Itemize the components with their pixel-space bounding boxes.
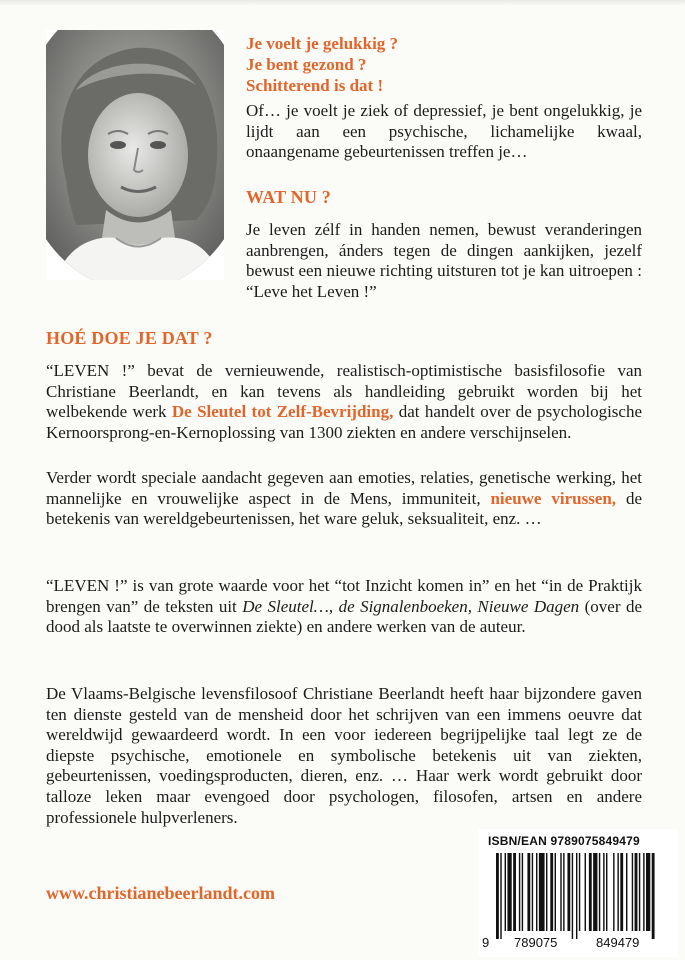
barcode-bar [519,853,520,931]
barcode-bar [496,853,499,939]
isbn-digits-right: 849479 [596,935,640,950]
barcode-bar [505,853,506,931]
hoe-p2-text-b: de betekenis van wereldgebeurtenissen, het ware geluk, seksualiteit, enz. … [46,488,642,529]
barcode-bar [589,853,592,931]
barcode-bar [603,853,604,931]
barcode-bar [606,853,607,931]
barcode-bar [507,853,511,931]
isbn-label: ISBN/EAN 9789075849479 [488,834,640,848]
wat-nu-heading: WAT NU ? [246,187,331,207]
waarde-text-a: “LEVEN !” is van grote waarde voor het “tot Inzicht komen in” en het “in de Praktijk brengen van” de teksten uit [46,576,642,616]
barcode-bar [632,853,633,931]
website-url[interactable]: www.christianebeerlandt.com [46,883,275,903]
hoe-paragraph-2 [46,468,642,530]
hoe-paragraph-1 [46,361,642,443]
barcode-bar [522,853,523,931]
tagline-line-1: Je voelt je gelukkig ? [246,34,399,53]
barcode-bar [572,853,573,939]
isbn-digit-first: 9 [482,935,490,950]
intro-paragraph: Of… je voelt je ziek of depressief, je bent ongelukkig, je lijdt aan een psychische, lichamelijke kwaal, onaangename gebeurtenissen treffen je… [246,101,642,162]
book-title-sleutel: De Sleutel tot Zelf-Bevrijding, [171,402,394,422]
tagline-line-2: Je bent gezond ? [246,55,367,74]
barcode-bar [593,853,597,931]
barcode-bar [567,853,570,931]
wat-nu-paragraph: Je leven zélf in handen nemen, bewust veranderingen aanbrengen, ánders tegen de dingen aankijken, jezelf bewust een nieuwe richting uitsturen tot je kan uitroepen : “Leve het Leven !” [246,220,642,301]
barcode-bar [643,853,644,931]
barcode-bar [550,853,553,931]
barcode-bar [620,853,623,931]
barcode-bar [576,853,577,939]
barcode-bar [579,853,580,931]
barcode-bar [500,853,501,939]
top-edge [0,0,685,6]
author-photo [46,30,224,280]
waarde-paragraph [46,576,642,638]
hoe-p2-text-a: Verder wordt speciale aandacht gegeven aan emoties, relaties, genetische werking, het mannelijke en vrouwelijke aspect in de Mens, immuniteit, [46,468,642,508]
barcode-bar [613,853,614,931]
book-title-virussen: nieuwe virussen, [490,488,617,508]
hoe-p1-text-b: dat handelt over de psychologische Kernoorsprong-en-Kernoplossing van 1300 ziekten en andere verschijnselen. [46,402,642,442]
hoe-heading: HOÉ DOE JE DAT ? [46,328,213,348]
barcode-bar [646,853,650,931]
barcode-bar [585,853,586,931]
waarde-text-b: (over de dood als laatste te overwinnen ziekte) en andere werken van de auteur. [46,596,642,637]
barcode-bar [563,853,564,931]
waarde-titles: De Sleutel…, de Signalenboeken, Nieuwe Dagen [242,596,580,616]
tagline [246,33,398,96]
tagline-line-3: Schitterend is dat ! [246,76,384,95]
barcode-bar [599,853,600,931]
barcode-bar [639,853,640,931]
isbn-barcode [478,829,678,957]
barcode-bar [555,853,556,931]
barcode-bar [527,853,530,931]
barcode-bar [560,853,561,931]
barcode-bar [546,853,547,931]
barcode-bar [652,853,655,939]
barcode-bar [532,853,533,931]
barcode-bar [536,853,537,931]
bio-paragraph: De Vlaams-Belgische levensfilosoof Christiane Beerlandt heeft haar bijzondere gaven ten dienste gesteld van de mensheid door het schrijven van een immens oeuvre dat wereldwijd gewaardeerd wordt. In een voor iedereen begrijpelijke taal legt ze de diepste psychische, emotionele en symbolische betekenis uit van ziekten, gebeurtenissen, voedingsproducten, dieren, enz. … Haar werk wordt gebruikt door talloze leken maar evengoed door psychologen, filosofen, artsen en andere professionele hulpverleners. [46,684,642,827]
isbn-digits-left: 789075 [514,935,558,950]
barcode-bar [513,853,516,931]
barcode-bar [617,853,618,931]
barcode-bars [496,853,668,939]
barcode-bar [539,853,545,931]
hoe-p1-text-a: “LEVEN !” bevat de vernieuwende, realistisch-optimistische basisfilosofie van Christiane Beerlandt, en kan tevens als handleiding gebruikt worden bij het welbekende werk [46,361,642,422]
barcode-bar [635,853,638,931]
barcode-bar [626,853,627,931]
